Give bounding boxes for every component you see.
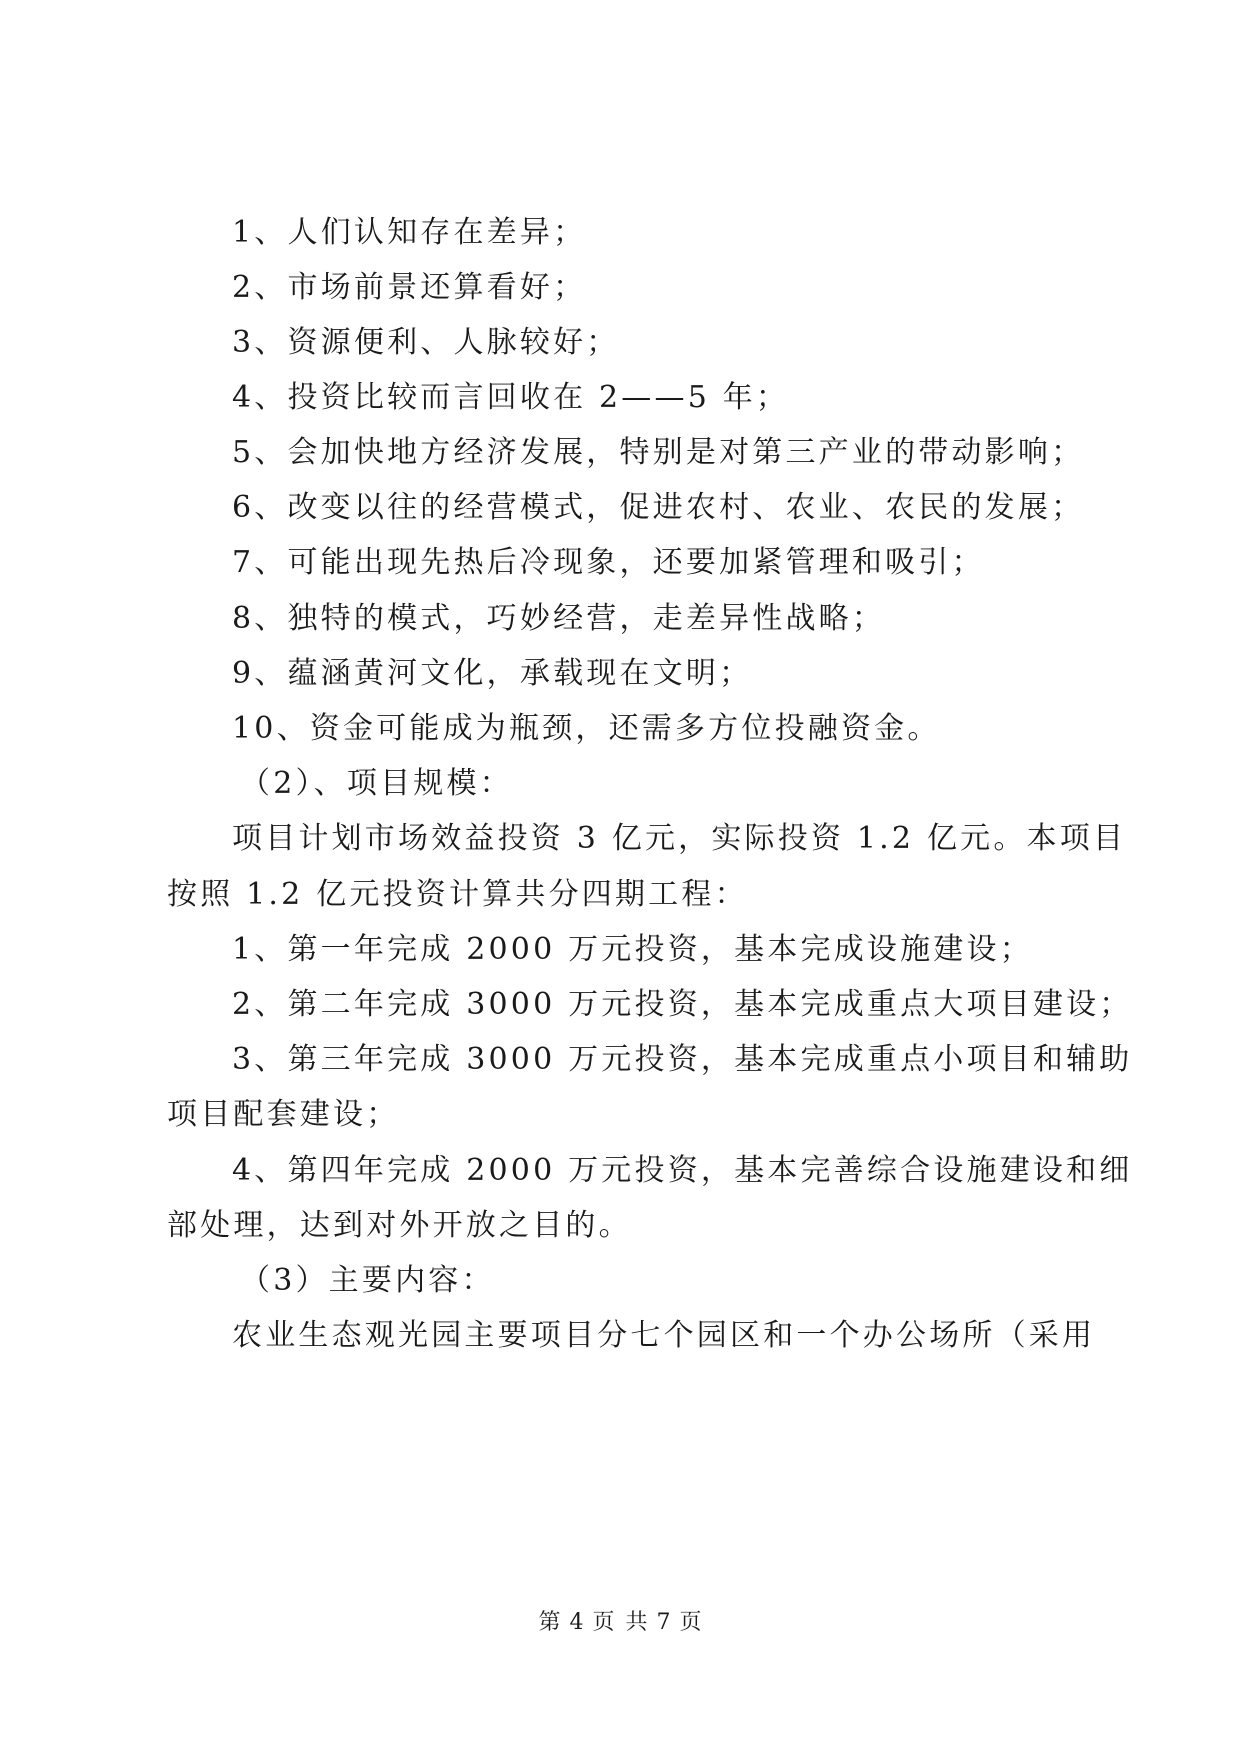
list-item-2: 2、市场前景还算看好； [232,270,587,305]
list-item-10: 10、资金可能成为瓶颈，还需多方位投融资金。 [232,711,941,746]
paragraph-line: 农业生态观光园主要项目分七个园区和一个办公场所（采用 [232,1318,1096,1353]
list-item-5: 5、会加快地方经济发展，特别是对第三产业的带动影响； [232,435,1085,470]
section-heading-main-content: （3）主要内容： [240,1263,495,1298]
phase-item-3: 3、第三年完成 3000 万元投资，基本完成重点小项目和辅助 [232,1042,1133,1077]
list-item-9: 9、蕴涵黄河文化，承载现在文明； [232,656,753,691]
page-footer [0,1608,1241,1638]
list-item-8: 8、独特的模式，巧妙经营，走差异性战略； [232,601,886,636]
list-item-6: 6、改变以往的经营模式，促进农村、农业、农民的发展； [232,490,1085,525]
list-item-4: 4、投资比较而言回收在 2——5 年； [232,380,790,415]
phase-item-2: 2、第二年完成 3000 万元投资，基本完成重点大项目建设； [232,987,1133,1022]
paragraph-line: 项目计划市场效益投资 3 亿元，实际投资 1.2 亿元。本项目 [232,821,1127,856]
phase-item-1: 1、第一年完成 2000 万元投资，基本完成设施建设； [232,932,1033,967]
list-item-3: 3、资源便利、人脉较好； [232,325,620,360]
page-total: 共 7 页 [625,1610,703,1635]
phase-item-3-continued: 项目配套建设； [167,1097,400,1132]
phase-item-4-continued: 部处理，达到对外开放之目的。 [167,1208,632,1243]
list-item-1: 1、人们认知存在差异； [232,215,587,250]
section-heading-project-scale: （2）、项目规模： [240,766,513,801]
phase-item-4: 4、第四年完成 2000 万元投资，基本完善综合设施建设和细 [232,1153,1133,1188]
page-number: 第 4 页 [538,1610,616,1635]
list-item-7: 7、可能出现先热后冷现象，还要加紧管理和吸引； [232,545,985,580]
paragraph-line: 按照 1.2 亿元投资计算共分四期工程： [167,877,748,912]
